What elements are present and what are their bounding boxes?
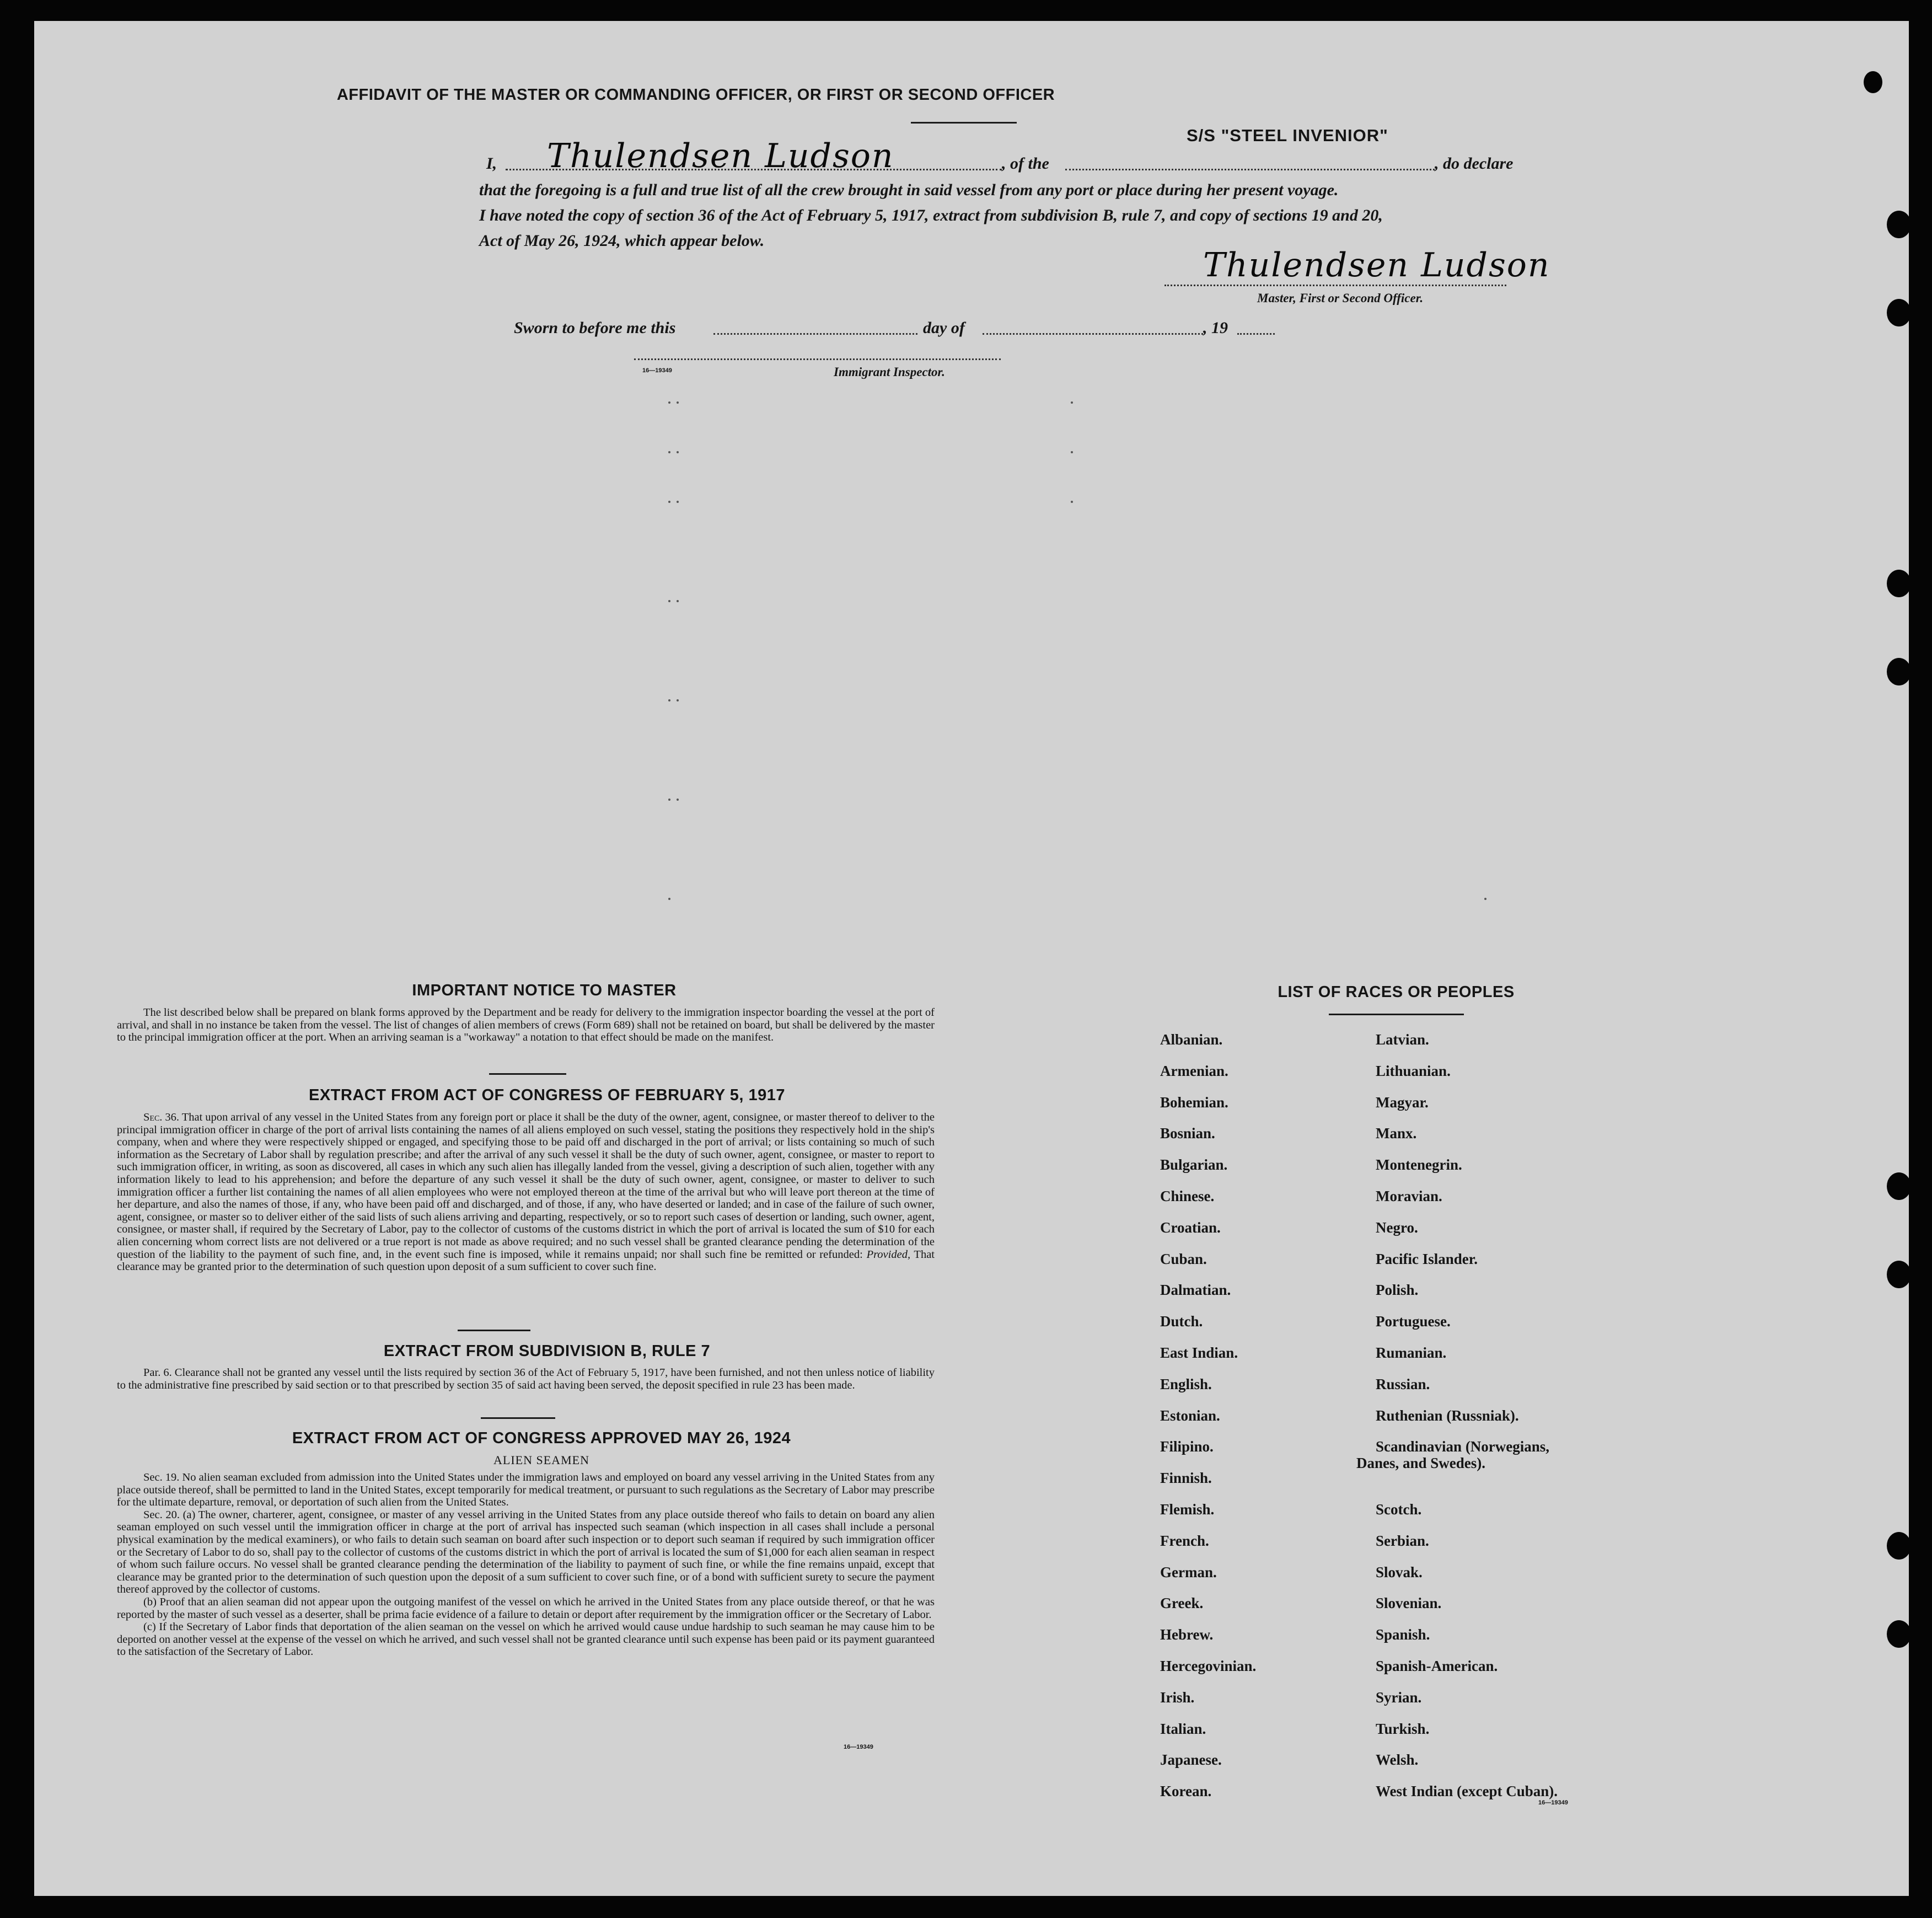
punch-hole [1887, 1261, 1909, 1288]
day-of-label: day of [923, 319, 965, 337]
title-divider [911, 122, 1017, 124]
vessel-blank [1065, 169, 1435, 170]
races-divider [1329, 1014, 1464, 1015]
show-through-dot [677, 600, 679, 602]
show-through-dot [668, 799, 670, 801]
race-item: English. [1160, 1375, 1212, 1392]
race-item: Hebrew. [1160, 1626, 1214, 1643]
race-item: East Indian. [1160, 1344, 1238, 1361]
show-through-dot [1071, 401, 1073, 404]
race-item: Welsh. [1376, 1751, 1419, 1769]
race-item: Latvian. [1376, 1031, 1429, 1048]
race-item: Finnish. [1160, 1470, 1212, 1487]
race-item: Croatian. [1160, 1219, 1221, 1236]
subdivision-text [117, 1367, 935, 1391]
show-through-dot [668, 451, 670, 453]
extract-1917-title: EXTRACT FROM ACT OF CONGRESS OF FEBRUARY 5, 1917 [308, 1086, 786, 1104]
race-item: Chinese. [1160, 1188, 1215, 1204]
extract-1924-title: EXTRACT FROM ACT OF CONGRESS APPROVED MAY 26, 1924 [292, 1429, 791, 1447]
sworn-day-blank [713, 333, 917, 335]
race-item: Scandinavian (Norwegians, [1376, 1438, 1550, 1455]
show-through-dot [668, 600, 670, 602]
races-title: LIST OF RACES OR PEOPLES [1278, 983, 1515, 1001]
affidavit-line-4: Act of May 26, 1924, which appear below. [479, 232, 765, 250]
race-item: Hercegovinian. [1160, 1658, 1257, 1674]
race-item: Scotch. [1376, 1501, 1422, 1518]
section-36-end: That clearance may be granted prior to the determination of such question upon deposit of a sum sufficient to cover such fine. [117, 1248, 935, 1273]
race-item: Korean. [1160, 1783, 1212, 1800]
of-the-label: , of the [1002, 154, 1049, 173]
show-through-dot [668, 401, 670, 404]
provided-keyword: Provided, [866, 1248, 911, 1261]
affidavit-line-3: I have noted the copy of section 36 of the Act of February 5, 1917, extract from subdivision B, rule 7, and copy of sections 19 and 20, [479, 206, 1383, 224]
show-through-dot [668, 898, 670, 900]
show-through-dot [1071, 451, 1073, 453]
show-through-dot [677, 451, 679, 453]
section-36-body: That upon arrival of any vessel in the United States from any foreign port or place it shall be the duty of the owner, agent, consignee, or master thereof to deliver to the principal immigration officer in charge of the port of arrival lists containing the names of all aliens employed on such vessel, stating the positions they respectively hold in the ship's company, when and where they were respectively shipped or engaged, and specifying those to be paid off and discharged in the port of arrival; or lists containing so much of such information as the Secretary of Labor shall by regulation prescribe; and after the arrival of any such vessel it shall be the duty of such owner, agent, consignee, or master to report to such immigration officer, in writing, as soon as discovered, all cases in which any such alien has illegally landed from the vessel, giving a description of such alien, together with any information likely to lead to his apprehension; and before the departure of any such vessel it shall be the duty of such owner, agent, consignee, or master to deliver to such immigration officer a further list containing the names of all alien employees who were not employed thereon at the time of the arrival but who will leave port thereon at the time of her departure, and also the names of those, if any, who have been paid off and discharged, and of those, if any, who have deserted or landed; and in case of the failure of such owner, agent, consignee, or master so to deliver either of the said lists of such aliens arriving and departing, respectively, or so to report such cases of desertion or landing, such owner, agent, consignee, or master shall, if required by the Secretary of Labor, pay to the collector of customs of the customs district in which the port of arrival is located the sum of $10 for each alien concerning whom correct lists are not delivered or a true report is not made as above required; and no such vessel shall be granted clearance pending the determination of the question of the liability to the payment of such fine, and, in the event such fine is imposed, while it remains unpaid; nor shall such fine be remitted or refunded: [117, 1111, 935, 1261]
punch-hole [1887, 211, 1909, 238]
notice-title: IMPORTANT NOTICE TO MASTER [412, 982, 677, 999]
race-item: Armenian. [1160, 1062, 1228, 1079]
affidavit-line-2: that the foregoing is a full and true list of all the crew brought in said vessel from any port or place during her present voyage. [479, 181, 1339, 199]
show-through-dot [677, 799, 679, 801]
notice-divider [489, 1073, 566, 1075]
punch-hole [1887, 299, 1909, 326]
show-through-dot [677, 401, 679, 404]
race-item: Spanish. [1376, 1626, 1430, 1643]
race-item: Serbian. [1376, 1532, 1429, 1549]
show-through-dot [1484, 898, 1486, 900]
race-item: Albanian. [1160, 1031, 1223, 1048]
race-item: French. [1160, 1532, 1209, 1549]
punch-hole [1864, 71, 1882, 93]
race-item: Italian. [1160, 1720, 1206, 1737]
extract-1924-text [117, 1471, 935, 1658]
officer-signature-line [1164, 285, 1506, 286]
sworn-month-blank [983, 333, 1203, 335]
race-item: Cuban. [1160, 1250, 1207, 1267]
race-item: Dalmatian. [1160, 1282, 1231, 1299]
race-item: Manx. [1376, 1125, 1417, 1142]
race-item: Lithuanian. [1376, 1062, 1451, 1079]
race-item: Bosnian. [1160, 1125, 1215, 1142]
race-item: Slovenian. [1376, 1595, 1442, 1612]
subdivision-divider [481, 1417, 555, 1419]
vessel-name-stamp: S/S "STEEL INVENIOR" [1187, 126, 1388, 145]
race-item: Spanish-American. [1376, 1658, 1498, 1674]
race-item: German. [1160, 1563, 1217, 1581]
race-item: Rumanian. [1376, 1344, 1447, 1361]
show-through-dot [668, 501, 670, 503]
race-item: Portuguese. [1376, 1313, 1451, 1330]
show-through-dot [1071, 501, 1073, 503]
race-item: Moravian. [1376, 1188, 1442, 1204]
section-36-label: Sec. 36. [143, 1111, 180, 1123]
race-item: Japanese. [1160, 1751, 1222, 1769]
race-item: Negro. [1376, 1219, 1418, 1236]
race-item: Flemish. [1160, 1501, 1215, 1518]
sworn-label: Sworn to before me this [514, 319, 676, 337]
race-item: Dutch. [1160, 1313, 1203, 1330]
race-item: Bulgarian. [1160, 1156, 1228, 1174]
document-page [34, 21, 1909, 1896]
extract-1917-text [117, 1111, 935, 1273]
section-19: Sec. 19. No alien seaman excluded from admission into the United States under the immigration laws and employed on board any vessel arriving in the United States from any place outside thereof, shall be permitted to land in the United States, except temporarily for medical treatment, or pursuant to such regulations as the Secretary of Labor may prescribe for the ultimate departure, removal, or deportation of such alien from the United States. [117, 1471, 935, 1509]
race-item: Syrian. [1376, 1689, 1422, 1706]
punch-hole [1887, 1620, 1909, 1648]
year-prefix-label: , 19 [1203, 319, 1228, 337]
race-item: Polish. [1376, 1282, 1419, 1299]
officer-signature-caption: Master, First or Second Officer. [1257, 291, 1424, 305]
race-item: Slovak. [1376, 1563, 1423, 1581]
sworn-year-blank [1237, 333, 1275, 335]
race-item: Danes, and Swedes). [1356, 1455, 1486, 1472]
alien-seamen-subtitle: ALIEN SEAMEN [493, 1453, 589, 1467]
race-item: Turkish. [1376, 1720, 1430, 1737]
section-20b: (b) Proof that an alien seaman did not appear upon the outgoing manifest of the vessel on which he arrived in the United States from any place outside thereof, or that he was reported by the master of such vessel as a deserter, shall be prima facie evidence of a failure to detain or deport after requirement by the immigration officer or the Secretary of Labor. [117, 1595, 935, 1621]
race-item: Irish. [1160, 1689, 1195, 1706]
show-through-dot [677, 501, 679, 503]
race-item: Pacific Islander. [1376, 1250, 1478, 1267]
notice-body: The list described below shall be prepared on blank forms approved by the Department and be ready for delivery to the immigration inspector boarding the vessel at the port of arrival, and shall in no instance be taken from the vessel. The list of changes of alien members of crews (Form 689) shall not be retained on board, but shall be delivered by the master to the principal immigration officer at the port. When an arriving seaman is a "workaway" a notation to that effect should be made on the manifest. [117, 1006, 935, 1044]
do-declare-label: , do declare [1435, 154, 1514, 173]
race-item: Greek. [1160, 1595, 1204, 1612]
race-item: Filipino. [1160, 1438, 1214, 1455]
notice-text [117, 1006, 935, 1044]
master-signature: Thulendsen Ludson [547, 137, 894, 175]
affidavit-title: AFFIDAVIT OF THE MASTER OR COMMANDING OFFICER, OR FIRST OR SECOND OFFICER [336, 86, 1055, 104]
section-20a: Sec. 20. (a) The owner, charterer, agent, consignee, or master of any vessel arriving in the United States from any place outside thereof who fails to detain on board any alien seaman employed on such vessel until the immigration officer in charge at the port of arrival has inspected such seaman (which inspection in all cases shall include a personal physical examination by the medical examiners), or who fails to detain such seaman on board after such inspection or to deport such seaman if required by such immigration officer or the Secretary of Labor to do so, shall pay to the collector of customs of the customs district in which the port of arrival is located the sum of $1,000 for each alien seaman in respect of whom such failure occurs. No vessel shall be granted clearance pending the determination of the liability to payment of such fine, or while the fine remains unpaid, except that clearance may be granted prior to the determination of such question upon the deposit of a sum sufficient to cover such fine, or of a bond with sufficient surety to secure the payment thereof approved by the collector of customs. [117, 1508, 935, 1596]
race-item: Russian. [1376, 1375, 1430, 1392]
inspector-caption: Immigrant Inspector. [834, 365, 945, 379]
rule-7-body: Par. 6. Clearance shall not be granted any vessel until the lists required by section 36 of the Act of February 5, 1917, have been furnished, and not then unless notice of liability to the administrative fine prescribed by said section or to that prescribed by section 35 of said act having been served, the deposit specified in rule 23 has been made. [117, 1367, 935, 1391]
extract-1917-divider [458, 1330, 530, 1331]
show-through-dot [668, 699, 670, 701]
punch-hole [1887, 658, 1909, 685]
show-through-dot [677, 699, 679, 701]
extract-form-number: 16—19349 [844, 1744, 873, 1750]
race-item: Ruthenian (Russniak). [1376, 1407, 1519, 1424]
race-item: Bohemian. [1160, 1094, 1228, 1111]
inspector-signature-line [634, 358, 1001, 360]
race-item: Magyar. [1376, 1094, 1429, 1111]
officer-signature: Thulendsen Ludson [1203, 246, 1550, 285]
subdivision-title: EXTRACT FROM SUBDIVISION B, RULE 7 [383, 1342, 711, 1360]
race-item: Estonian. [1160, 1407, 1220, 1424]
section-20c: (c) If the Secretary of Labor finds that deportation of the alien seaman on the vessel on which he arrived would cause undue hardship to such seaman he may cause him to be deported on another vessel at the expense of the vessel on which he arrived, and such vessel shall not be granted clearance until such expense has been paid or its payment guaranteed to the satisfaction of the Secretary of Labor. [117, 1621, 935, 1658]
affidavit-form-number: 16—19349 [642, 367, 672, 374]
punch-hole [1887, 570, 1909, 597]
punch-hole [1887, 1172, 1909, 1200]
race-item: Montenegrin. [1376, 1156, 1462, 1174]
affidavit-i-label: I, [486, 154, 497, 173]
race-item: West Indian (except Cuban). [1376, 1783, 1558, 1800]
punch-hole [1887, 1532, 1909, 1560]
races-form-number: 16—19349 [1538, 1799, 1568, 1806]
